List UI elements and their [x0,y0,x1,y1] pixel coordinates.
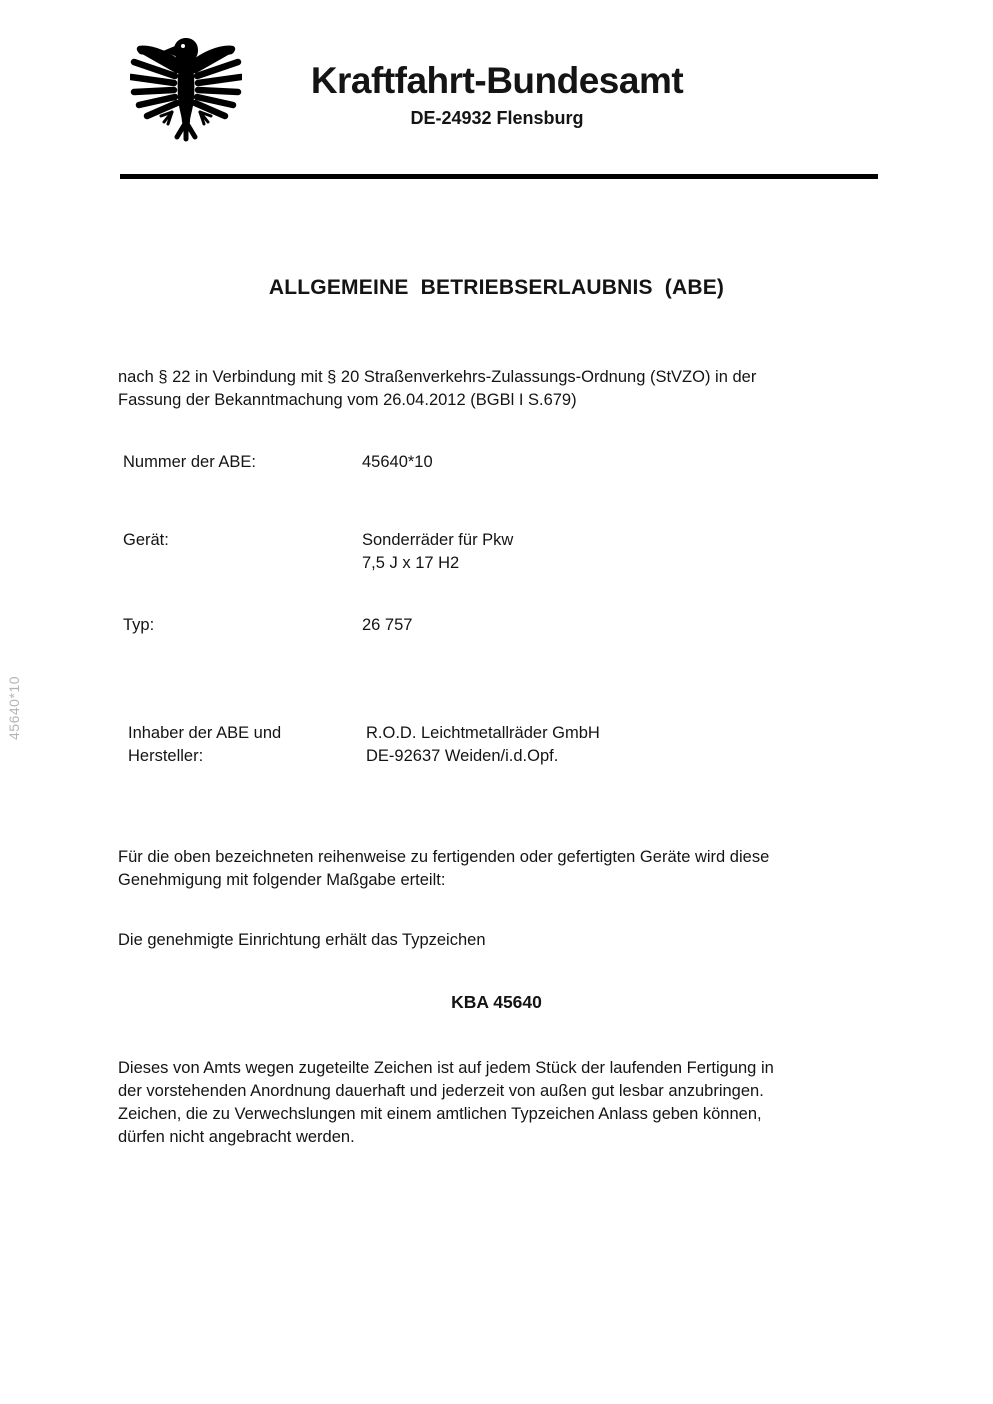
paragraph-line: Zeichen, die zu Verwechslungen mit einem amtlichen Typzeichen Anlass geben können, [118,1105,762,1123]
paragraph-line: Dieses von Amts wegen zugeteilte Zeichen ist auf jedem Stück der laufenden Fertigung in [118,1059,774,1077]
side-reference-vertical-text: 45640*10 [6,676,22,740]
legal-basis-paragraph [118,366,878,412]
agency-name: Kraftfahrt-Bundesamt [310,60,684,101]
grant-paragraph [118,846,878,892]
field-label: Inhaber der ABE und Hersteller: [128,724,282,765]
paragraph-line: Für die oben bezeichneten reihenweise zu fertigenden oder gefertigten Geräte wird diese [118,848,770,866]
obligation-paragraph [118,1057,878,1149]
paragraph-line: dürfen nicht angebracht werden. [118,1128,355,1146]
paragraph-line: Fassung der Bekanntmachung vom 26.04.2012 (BGBl I S.679) [118,391,577,409]
paragraph-line: Die genehmigte Einrichtung erhält das Typzeichen [118,931,486,949]
type-code: KBA 45640 [451,992,542,1012]
field-label: Nummer der ABE: [123,453,256,471]
german-federal-eagle-icon [130,36,242,142]
document-title: ALLGEMEINE BETRIEBSERLAUBNIS (ABE) [268,276,725,299]
paragraph-line: der vorstehenden Anordnung dauerhaft und jederzeit von außen gut lesbar anzubringen. [118,1082,764,1100]
typzeichen-intro [118,929,878,952]
agency-location: DE-24932 Flensburg [410,108,584,128]
field-value: 26 757 [362,616,413,634]
field-value: 45640*10 [362,453,433,471]
paragraph-line: nach § 22 in Verbindung mit § 20 Straßenverkehrs-Zulassungs-Ordnung (StVZO) in der [118,368,757,386]
field-label: Typ: [123,616,155,634]
header-rule [120,174,878,179]
paragraph-line: Genehmigung mit folgender Maßgabe erteilt: [118,871,446,889]
field-label: Gerät: [123,531,169,549]
field-value: R.O.D. Leichtmetallräder GmbH DE-92637 Weiden/i.d.Opf. [366,724,600,765]
field-value: Sonderräder für Pkw 7,5 J x 17 H2 [362,531,514,572]
